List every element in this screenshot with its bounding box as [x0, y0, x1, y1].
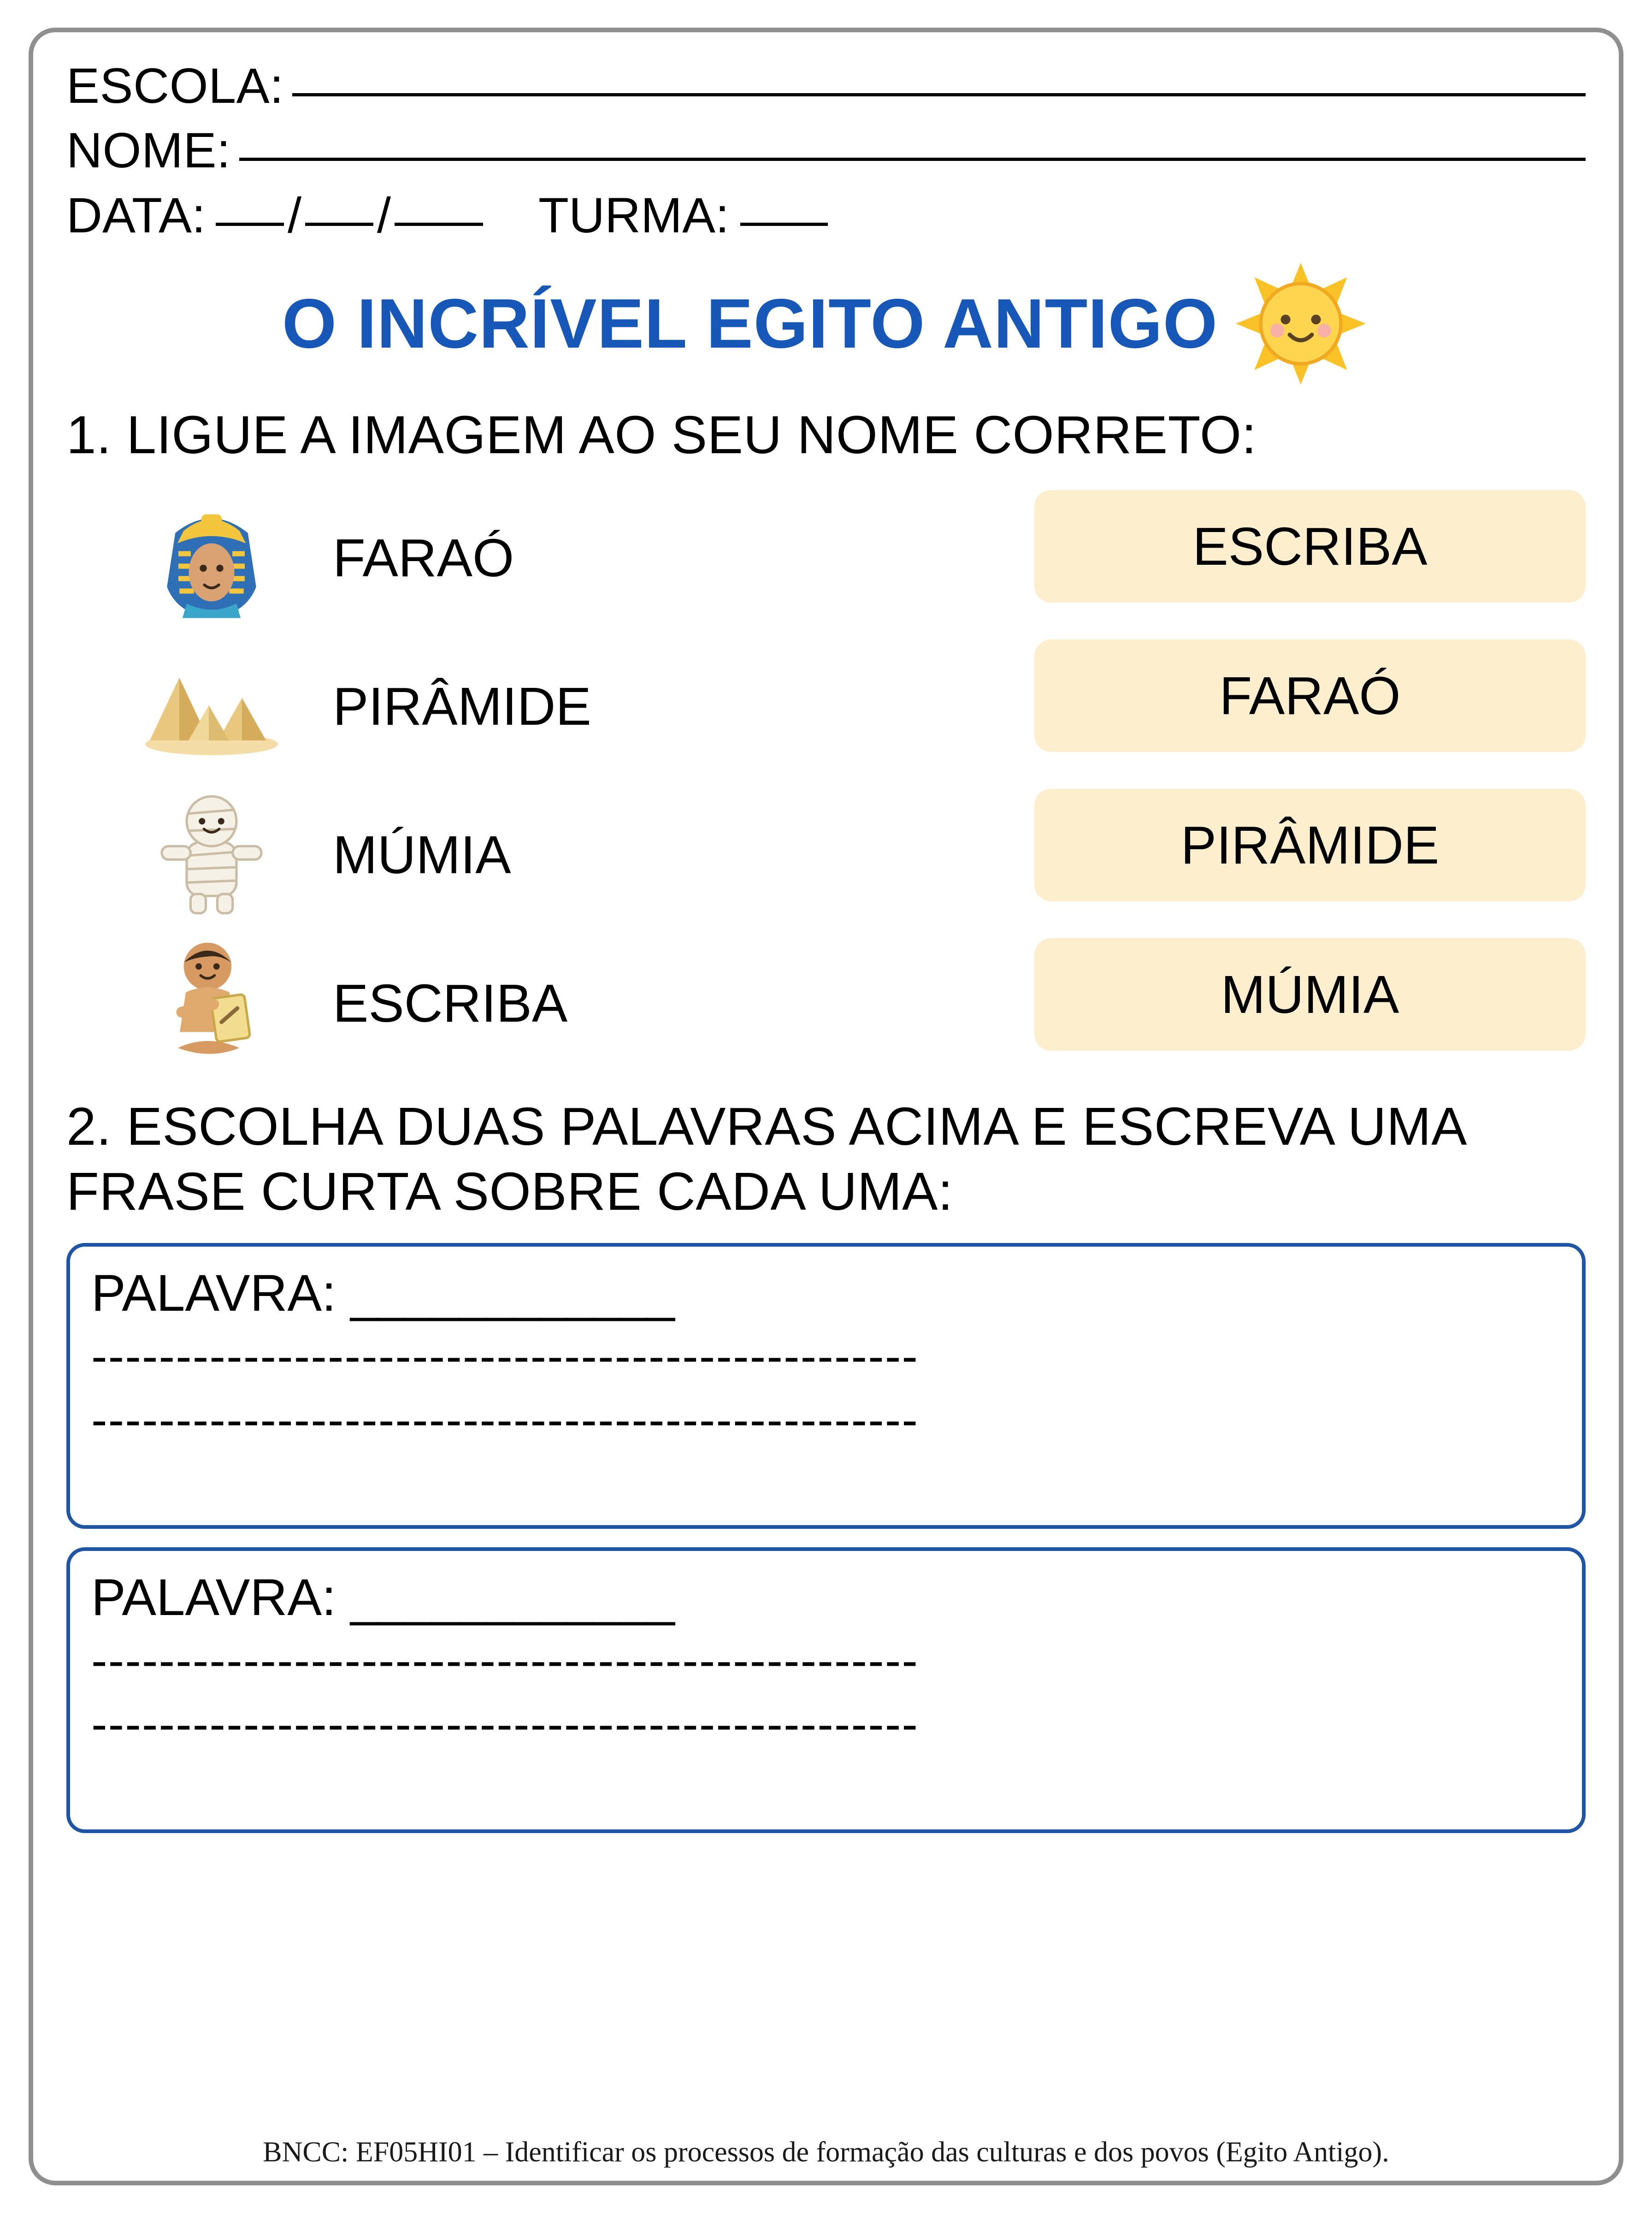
answer-2-line-1[interactable]: -------------------------------------------------	[91, 1633, 919, 1687]
pyramid-icon	[136, 637, 288, 775]
matching-row-scribe[interactable]	[66, 929, 1034, 1077]
page-title: O INCRÍVEL EGITO ANTIGO	[282, 284, 1218, 363]
answer-1-label-text: PALAVRA:	[91, 1264, 336, 1322]
matching-word-mummy: MÚMIA	[333, 824, 511, 885]
word-chip-piramide[interactable]: PIRÂMIDE	[1034, 789, 1586, 901]
matching-row-pyramid[interactable]	[66, 632, 1034, 781]
matching-right-column	[1034, 484, 1586, 1051]
mummy-icon	[136, 786, 288, 924]
answer-2-word-label	[91, 1568, 1561, 1627]
answer-2-word-blank[interactable]: ____________	[350, 1568, 673, 1626]
answer-box-2[interactable]	[66, 1547, 1586, 1833]
matching-left-column	[66, 484, 1034, 1077]
answer-2-label-text: PALAVRA:	[91, 1568, 336, 1626]
name-input-line[interactable]	[239, 158, 1586, 161]
matching-word-pyramid: PIRÂMIDE	[333, 676, 591, 736]
date-year-input-line[interactable]	[395, 223, 483, 226]
exercise-1-instruction: 1. LIGUE A IMAGEM AO SEU NOME CORRETO:	[66, 405, 1257, 465]
date-label: DATA:	[66, 187, 206, 243]
word-chip-escriba[interactable]: ESCRIBA	[1034, 490, 1586, 603]
answer-1-line-1[interactable]: -------------------------------------------------	[91, 1329, 919, 1383]
answer-2-line-2[interactable]: -------------------------------------------------	[91, 1697, 919, 1751]
worksheet-frame	[29, 28, 1623, 2185]
exercise-2-instruction: 2. ESCOLHA DUAS PALAVRAS ACIMA E ESCREVA UMA FRASE CURTA SOBRE CADA UMA:	[66, 1096, 1464, 1222]
matching-row-pharaoh[interactable]	[66, 484, 1034, 632]
pharaoh-icon	[136, 489, 288, 627]
matching-exercise	[66, 484, 1586, 1077]
matching-row-mummy[interactable]	[66, 781, 1034, 929]
class-input-line[interactable]	[740, 223, 828, 226]
date-slash-2: /	[377, 187, 391, 243]
scribe-icon	[136, 934, 288, 1072]
date-day-input-line[interactable]	[216, 223, 284, 226]
class-label: TURMA:	[538, 187, 730, 243]
answer-1-word-blank[interactable]: ____________	[350, 1264, 673, 1322]
answer-1-line-2[interactable]: -------------------------------------------------	[91, 1393, 919, 1447]
date-class-field-row	[66, 183, 1586, 248]
name-field-row	[66, 118, 1586, 183]
date-slash-1: /	[288, 187, 302, 243]
school-input-line[interactable]	[292, 93, 1586, 96]
word-chip-mumia[interactable]: MÚMIA	[1034, 938, 1586, 1051]
matching-word-scribe: ESCRIBA	[333, 973, 568, 1033]
answer-box-1[interactable]	[66, 1243, 1586, 1529]
answer-1-word-label	[91, 1263, 1561, 1323]
matching-word-pharaoh: FARAÓ	[333, 527, 514, 588]
date-month-input-line[interactable]	[305, 223, 373, 226]
school-field-row	[66, 53, 1586, 118]
title-row	[66, 261, 1586, 386]
word-chip-farao[interactable]: FARAÓ	[1034, 639, 1586, 752]
bncc-footer: BNCC: EF05HI01 – Identificar os processos de formação das culturas e dos povos (Egito Antigo).	[263, 2136, 1389, 2168]
school-label: ESCOLA:	[66, 58, 284, 113]
sun-icon	[1232, 261, 1370, 386]
name-label: NOME:	[66, 122, 231, 178]
